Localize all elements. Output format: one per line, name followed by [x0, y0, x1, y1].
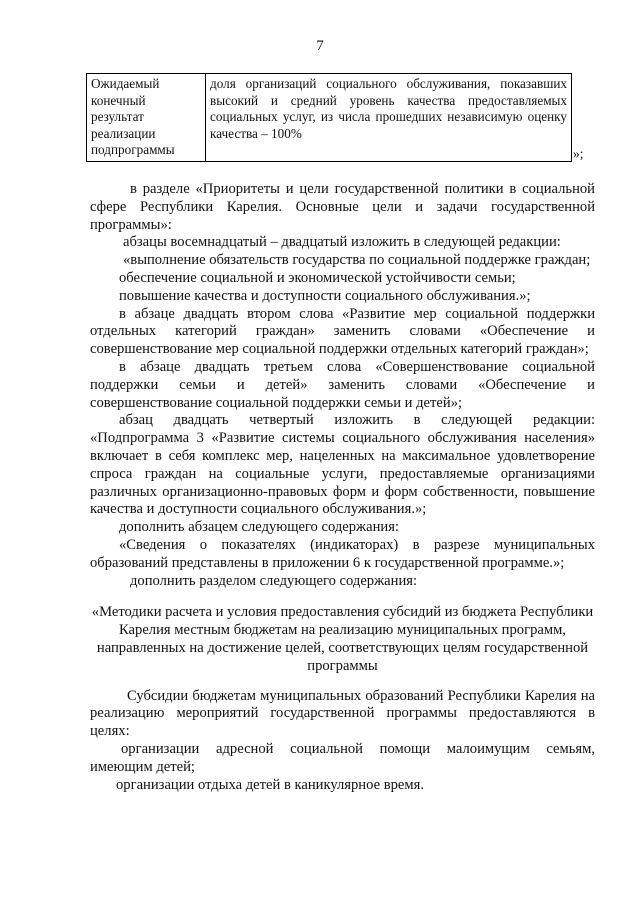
paragraph: «Сведения о показателях (индикаторах) в разрезе муниципальных образований представлены в приложении 6 к государственной программе.»; [90, 536, 595, 571]
table-label-cell: Ожидаемый конечный результат реализации подпрограммы [87, 74, 206, 162]
page-number: 7 [316, 38, 324, 54]
paragraph: в разделе «Приоритеты и цели государственной политики в социальной сфере Республики Карелия. Основные цели и задачи государственной программы»: [90, 181, 595, 233]
paragraph: обеспечение социальной и экономической устойчивости семьи; [119, 269, 516, 286]
table-row [87, 74, 572, 162]
section-heading: «Методики расчета и условия предоставления субсидий из бюджета Республики Карелия местным бюджетам на реализацию муниципальных программ, направленных на достижение целей, соответствующих целям государственной программы [91, 604, 594, 674]
table-closing-mark: »; [573, 146, 584, 161]
paragraph: организации отдыха детей в каникулярное время. [116, 776, 424, 793]
paragraph: абзац двадцать четвертый изложить в следующей редакции: «Подпрограмма 3 «Развитие системы социального обслуживания населения» включает в себя комплекс мер, нацеленных на максимальное удовлетворение спроса граждан на социальные услуги, предоставляемые организациями различных организационно-правовых форм и форм собственности, повышение качества и доступности социального обслуживания.»; [90, 412, 595, 518]
paragraph: дополнить абзацем следующего содержания: [119, 519, 399, 536]
table-value-cell: доля организаций социального обслуживания, показавших высокий и средний уровень качества предоставляемых социальных услуг, из числа прошедших независимую оценку качества – 100% [206, 74, 572, 162]
document-body [90, 181, 595, 794]
paragraph: «выполнение обязательств государства по социальной поддержке граждан; [123, 252, 591, 269]
paragraph: организации адресной социальной помощи малоимущим семьям, имеющим детей; [90, 740, 595, 775]
expected-result-table [86, 73, 572, 162]
paragraph: в абзаце двадцать третьем слова «Совершенствование социальной поддержки семьи и детей» заменить словами «Обеспечение и совершенствование социальной поддержки семьи и детей»; [90, 358, 595, 411]
paragraph: повышение качества и доступности социального обслуживания.»; [119, 287, 531, 304]
paragraph: абзацы восемнадцатый – двадцатый изложить в следующей редакции: [123, 234, 561, 251]
paragraph: дополнить разделом следующего содержания: [130, 572, 418, 589]
paragraph: Субсидии бюджетам муниципальных образований Республики Карелия на реализацию мероприятий государственной программы предоставляются в целях: [90, 687, 595, 740]
paragraph: в абзаце двадцать втором слова «Развитие мер социальной поддержки отдельных категорий граждан» заменить словами «Обеспечение и совершенствование мер социальной поддержки отдельных категорий граждан»; [90, 305, 595, 358]
